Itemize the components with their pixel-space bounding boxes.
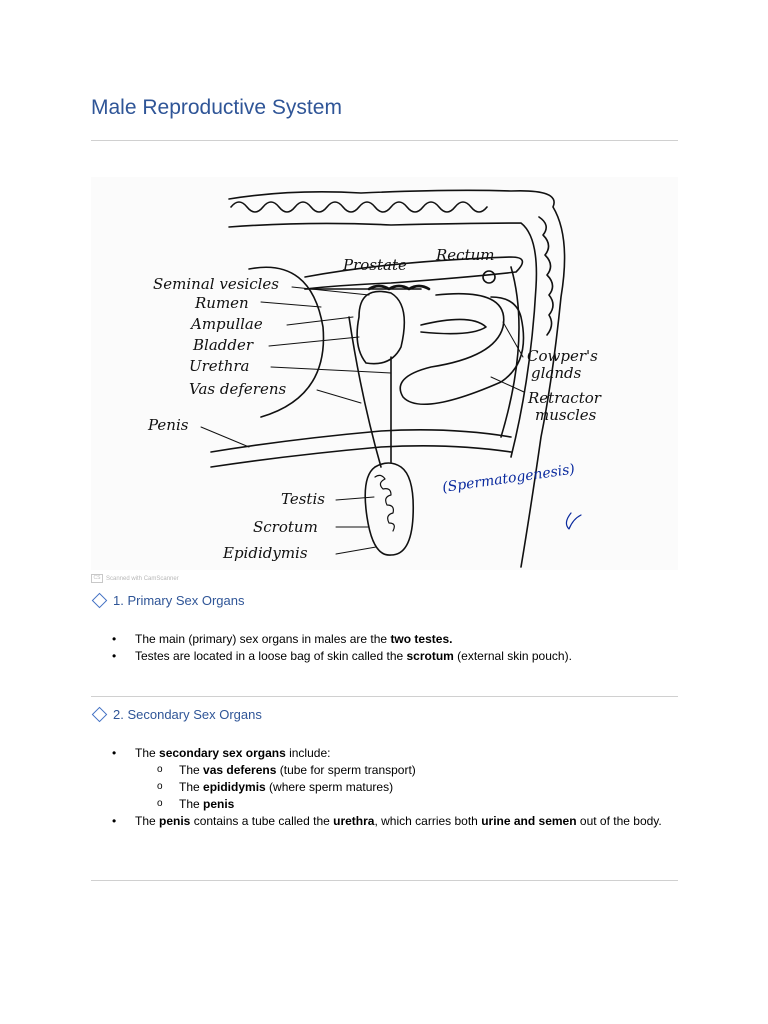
scan-watermark-text: Scanned with CamScanner	[106, 575, 179, 582]
retractor-muscle	[501, 267, 519, 437]
bold-text: scrotum	[406, 649, 454, 663]
vas-deferens	[349, 317, 381, 467]
label-cowpers-2: glands	[531, 364, 582, 382]
text: (tube for sperm transport)	[276, 763, 416, 777]
label-ampullae: Ampullae	[191, 315, 263, 333]
sub-list-item	[157, 762, 672, 779]
list-item	[112, 631, 672, 648]
page-title: Male Reproductive System	[91, 96, 342, 119]
bold-text: penis	[203, 797, 235, 811]
vertebrae-tail	[539, 217, 553, 335]
text: The main (primary) sex organs in males are the	[135, 632, 391, 646]
divider	[91, 140, 678, 141]
list-item	[112, 745, 672, 813]
label-retractor-1: Retractor	[528, 389, 601, 407]
label-rumen: Rumen	[195, 294, 249, 312]
bold-text: secondary sex organs	[159, 746, 286, 760]
anatomy-drawing	[91, 177, 678, 570]
text: The	[179, 763, 204, 777]
scrotum	[365, 463, 413, 555]
text: (where sperm matures)	[265, 780, 394, 794]
penis-2	[211, 446, 511, 467]
text: , which carries both	[374, 814, 482, 828]
primary-list	[112, 631, 672, 665]
label-bladder: Bladder	[193, 336, 254, 354]
text: The	[135, 814, 160, 828]
section-primary-title: 1. Primary Sex Organs	[113, 593, 245, 608]
label-cowpers-1: Cowper's	[527, 347, 598, 365]
list-item	[112, 813, 672, 830]
handwritten-note: (Spermatogenesis)	[441, 461, 576, 496]
bold-text: urine and semen	[481, 814, 577, 828]
handwritten-arrow	[566, 513, 581, 529]
label-prostate: Prostate	[343, 256, 407, 274]
secondary-list	[112, 745, 672, 830]
sub-list-item	[157, 779, 672, 796]
bold-text: penis	[159, 814, 191, 828]
divider	[91, 880, 678, 881]
text: (external skin pouch).	[453, 649, 572, 663]
anatomy-diagram	[91, 177, 678, 570]
bold-text: urethra	[333, 814, 375, 828]
label-epididymis: Epididymis	[223, 544, 308, 562]
text: The	[135, 746, 160, 760]
cowpers-gland	[483, 271, 495, 283]
label-penis: Penis	[148, 416, 189, 434]
camscanner-icon: CS	[91, 574, 103, 583]
label-seminal-vesicles: Seminal vesicles	[153, 275, 279, 293]
text: The	[179, 780, 204, 794]
text: out of the body.	[576, 814, 662, 828]
urethra	[400, 294, 523, 405]
sub-list-item	[157, 796, 672, 813]
diamond-icon	[92, 593, 108, 609]
text: include:	[285, 746, 331, 760]
text: Testes are located in a loose bag of skin called the	[135, 649, 407, 663]
label-urethra: Urethra	[189, 357, 250, 375]
section-primary-heading	[91, 593, 245, 608]
vertebrae	[231, 202, 487, 212]
bold-text: vas deferens	[203, 763, 277, 777]
label-vas-deferens: Vas deferens	[189, 380, 287, 398]
section-secondary-heading	[91, 707, 262, 722]
label-testis: Testis	[281, 490, 325, 508]
section-secondary-title: 2. Secondary Sex Organs	[113, 707, 262, 722]
bladder	[357, 291, 404, 363]
text: The	[179, 797, 204, 811]
list-item	[112, 648, 672, 665]
label-retractor-2: muscles	[535, 406, 597, 424]
diamond-icon	[92, 707, 108, 723]
text: contains a tube called the	[190, 814, 334, 828]
testis-coil	[375, 475, 394, 531]
sub-list	[135, 762, 672, 813]
label-scrotum: Scrotum	[253, 518, 318, 536]
label-rectum: Rectum	[436, 246, 495, 264]
divider	[91, 696, 678, 697]
bold-text: two testes.	[390, 632, 453, 646]
scan-watermark	[91, 574, 179, 583]
urethra-inner	[421, 319, 486, 333]
bold-text: epididymis	[203, 780, 266, 794]
